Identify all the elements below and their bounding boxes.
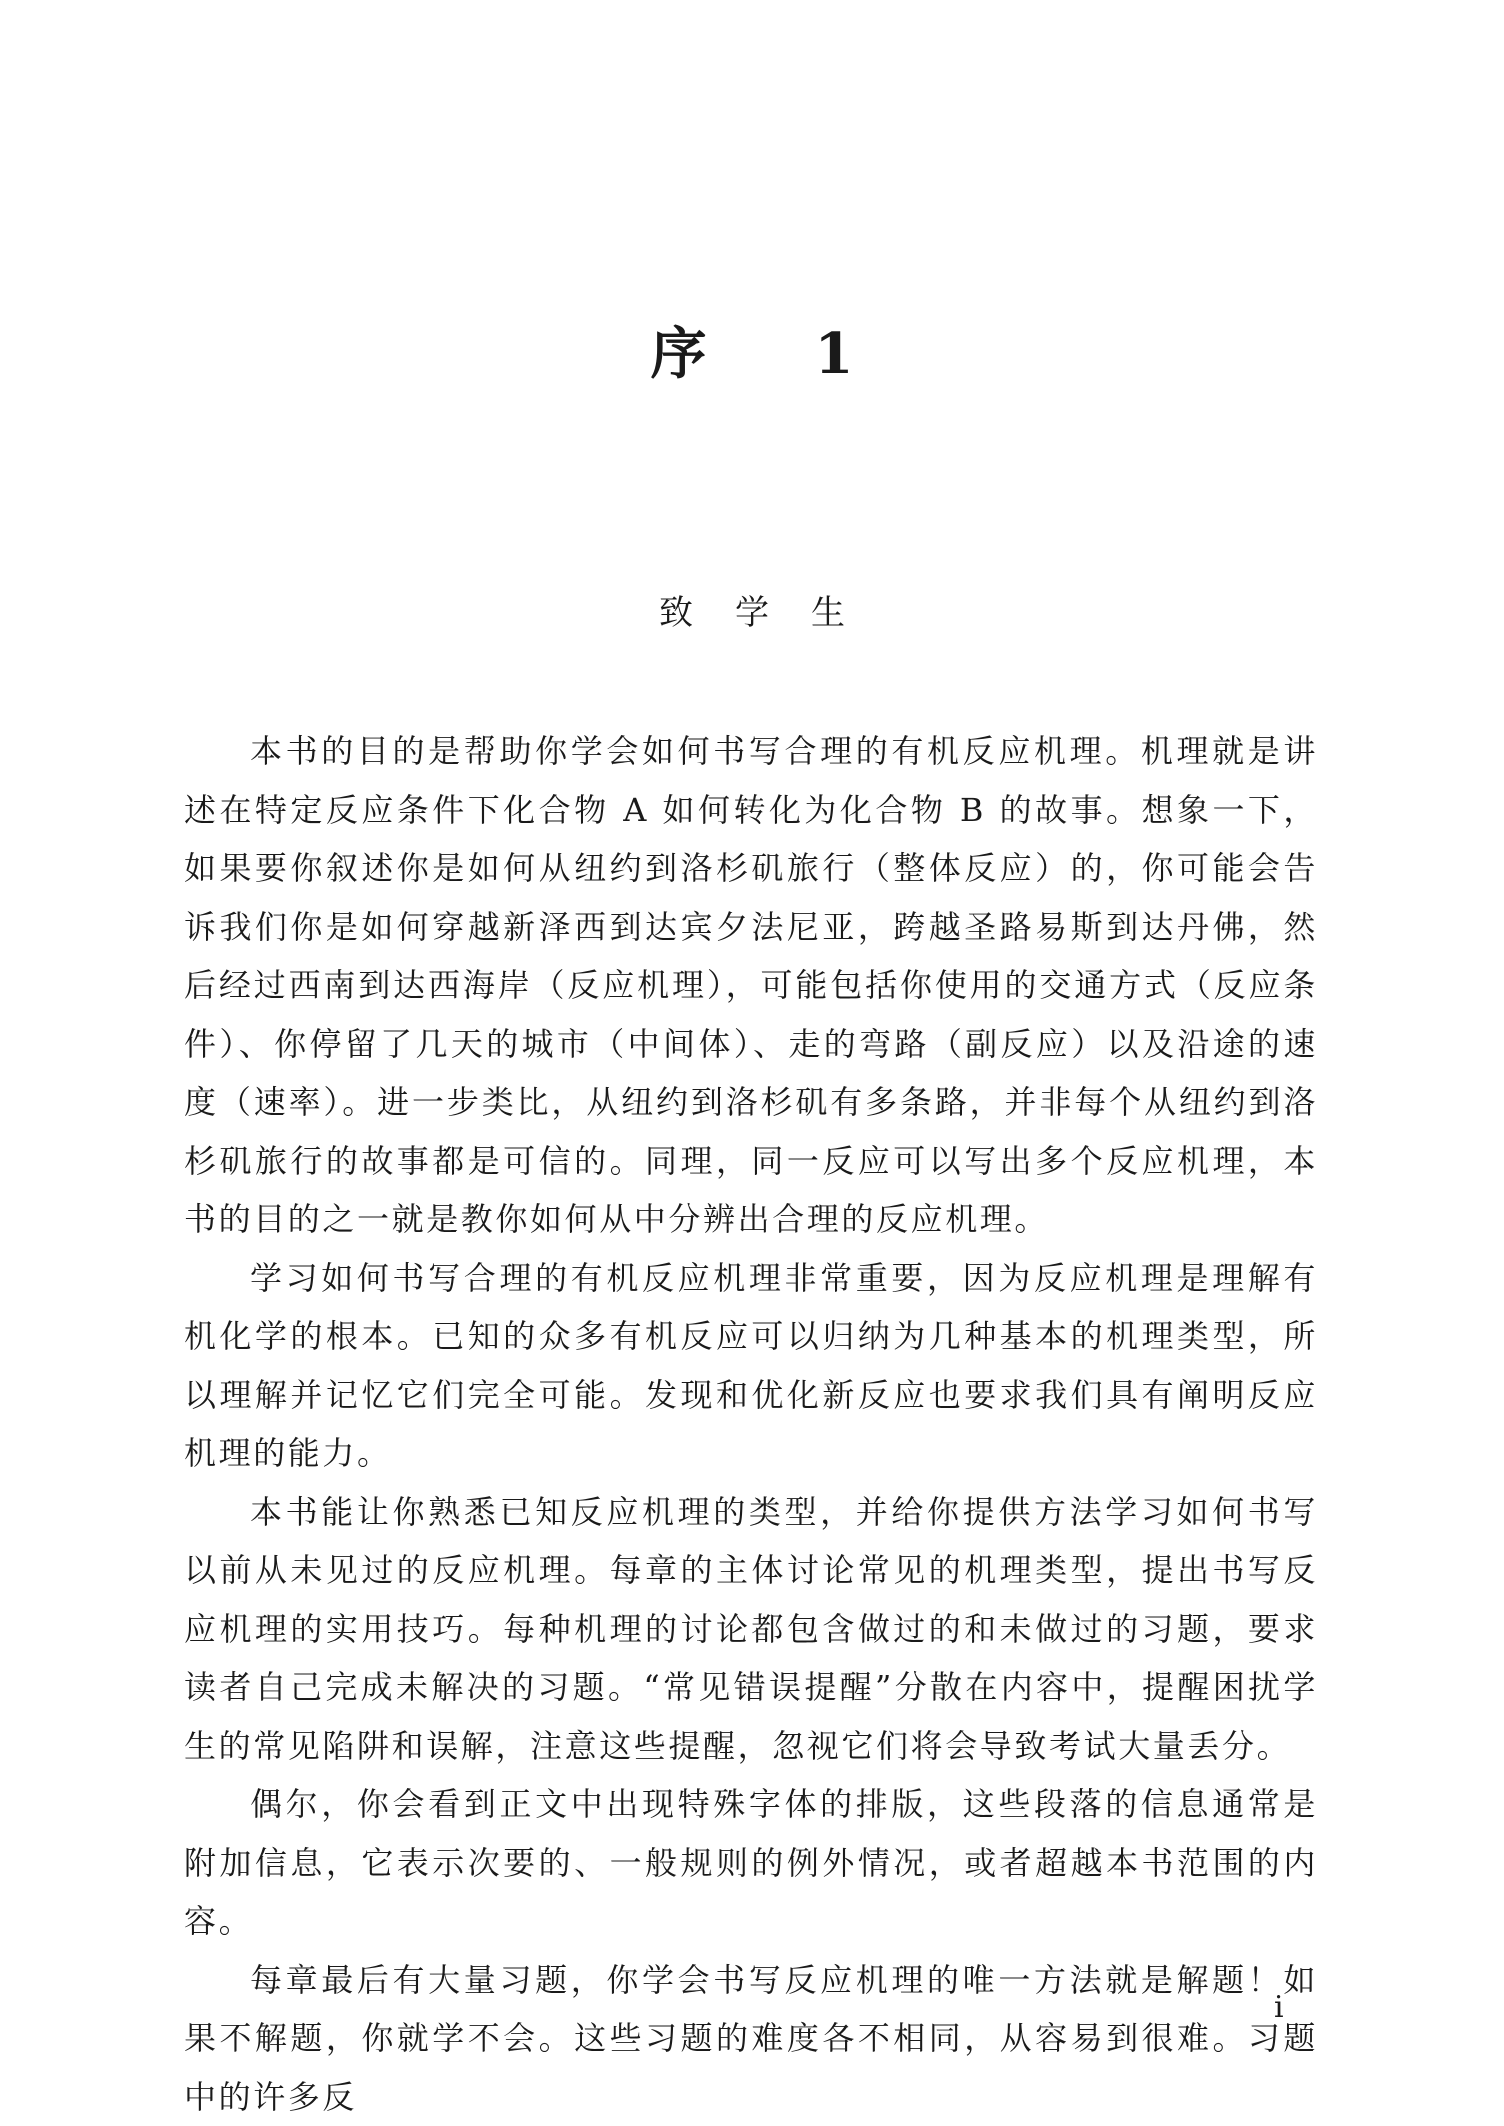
paragraph: 每章最后有大量习题，你学会书写反应机理的唯一方法就是解题！如果不解题，你就学不会。这些习题的难度各不相同，从容易到很难。习题中的许多反 — [184, 1951, 1318, 2126]
body-text — [184, 722, 1318, 2126]
section-heading: 致学生 — [0, 588, 1504, 638]
paragraph: 学习如何书写合理的有机反应机理非常重要，因为反应机理是理解有机化学的根本。已知的众多有机反应可以归纳为几种基本的机理类型，所以理解并记忆它们完全可能。发现和优化新反应也要求我们具有阐明反应机理的能力。 — [184, 1249, 1318, 1483]
page-title — [0, 318, 1504, 390]
paragraph: 本书能让你熟悉已知反应机理的类型，并给你提供方法学习如何书写以前从未见过的反应机理。每章的主体讨论常见的机理类型，提出书写反应机理的实用技巧。每种机理的讨论都包含做过的和未做过的习题，要求读者自己完成未解决的习题。“常见错误提醒”分散在内容中，提醒困扰学生的常见陷阱和误解，注意这些提醒，忽视它们将会导致考试大量丢分。 — [184, 1483, 1318, 1776]
paragraph: 本书的目的是帮助你学会如何书写合理的有机反应机理。机理就是讲述在特定反应条件下化合物 A 如何转化为化合物 B 的故事。想象一下，如果要你叙述你是如何从纽约到洛杉矶旅行（整体反应）的，你可能会告诉我们你是如何穿越新泽西到达宾夕法尼亚，跨越圣路易斯到达丹佛，然后经过西南到达西海岸（反应机理），可能包括你使用的交通方式（反应条件）、你停留了几天的城市（中间体）、走的弯路（副反应）以及沿途的速度（速率）。进一步类比，从纽约到洛杉矶有多条路，并非每个从纽约到洛杉矶旅行的故事都是可信的。同理，同一反应可以写出多个反应机理，本书的目的之一就是教你如何从中分辨出合理的反应机理。 — [184, 722, 1318, 1249]
page-title-number: 1 — [815, 321, 854, 387]
page-title-char: 序 — [651, 321, 707, 387]
paragraph: 偶尔，你会看到正文中出现特殊字体的排版，这些段落的信息通常是附加信息，它表示次要的、一般规则的例外情况，或者超越本书范围的内容。 — [184, 1775, 1318, 1951]
page-number: i — [1274, 1990, 1284, 2025]
